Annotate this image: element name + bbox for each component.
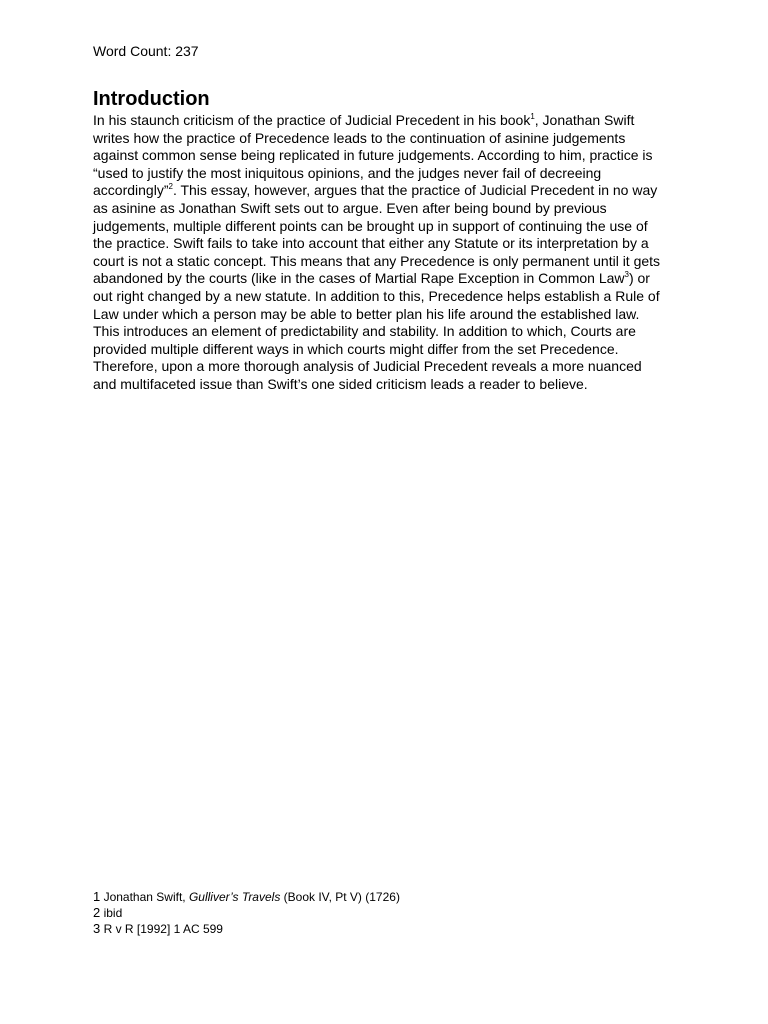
paragraph-line (93, 235, 683, 253)
line-text-continued: ) or (628, 270, 650, 287)
paragraph-line (93, 358, 683, 376)
introduction-paragraph (93, 112, 683, 394)
footnote-reference: 2 (168, 182, 173, 192)
line-text-continued: , Jonathan Swift (534, 112, 635, 128)
line-text-continued: . This essay, however, argues that the practice of Judicial Precedent in no way (172, 182, 658, 199)
line-text: This introduces an element of predictability and stability. In addition to which, Courts are (93, 323, 636, 340)
footnote-number: 3 (93, 921, 101, 936)
paragraph-line (93, 165, 683, 183)
line-text: the practice. Swift fails to take into account that either any Statute or its interpretation by a (93, 235, 649, 252)
footnote-1 (93, 889, 683, 905)
footnote-title: Gulliver’s Travels (188, 890, 281, 904)
line-text: out right changed by a new statute. In addition to this, Precedence helps establish a Rule of (93, 287, 660, 304)
footnote-text: R v R [1992] 1 AC 599 (103, 922, 223, 936)
footnote-text: Jonathan Swift, (103, 890, 189, 904)
paragraph-line (93, 341, 683, 359)
line-text: abandoned by the courts (like in the cases of Martial Rape Exception in Common Law (93, 270, 625, 287)
line-text: provided multiple different ways in which courts might differ from the set Precedence. (93, 340, 619, 357)
line-text: court is not a static concept. This means that any Precedence is only permanent until it gets (93, 252, 661, 269)
line-text: accordingly” (93, 182, 169, 199)
line-text: Therefore, upon a more thorough analysis of Judicial Precedent reveals a more nuanced (93, 358, 642, 375)
paragraph-line (93, 218, 683, 236)
line-text: as asinine as Jonathan Swift sets out to argue. Even after being bound by previous (93, 199, 607, 216)
line-text: against common sense being replicated in future judgements. According to him, practice is (93, 147, 653, 164)
paragraph-line (93, 253, 683, 271)
footnote-number: 1 (93, 889, 101, 904)
paragraph-line (93, 200, 683, 218)
line-text: judgements, multiple different points can be brought up in support of continuing the use of (93, 217, 648, 234)
footnote-text-continued: (Book IV, Pt V) (1726) (280, 890, 400, 904)
section-heading: Introduction (93, 88, 210, 110)
footnote-reference: 1 (530, 112, 535, 121)
word-count: Word Count: 237 (93, 43, 199, 59)
line-text: Law under which a person may be able to better plan his life around the established law. (93, 305, 640, 322)
paragraph-line (93, 306, 683, 324)
line-text: writes how the practice of Precedence leads to the continuation of asinine judgements (93, 129, 626, 146)
paragraph-line (93, 112, 683, 130)
paragraph-line (93, 376, 683, 394)
line-text: In his staunch criticism of the practice of Judicial Precedent in his book (93, 112, 531, 128)
paragraph-line (93, 270, 683, 288)
paragraph-line (93, 323, 683, 341)
footnote-reference: 3 (624, 270, 629, 280)
footnote-3 (93, 921, 683, 937)
paragraph-line (93, 288, 683, 306)
footnote-number: 2 (93, 905, 101, 920)
footnote-text: ibid (103, 906, 123, 920)
paragraph-line (93, 182, 683, 200)
line-text: “used to justify the most iniquitous opinions, and the judges never fail of decreeing (93, 164, 602, 181)
paragraph-line (93, 130, 683, 148)
footnote-2 (93, 905, 683, 921)
line-text: and multifaceted issue than Swift’s one sided criticism leads a reader to believe. (93, 375, 588, 392)
paragraph-line (93, 147, 683, 165)
footnotes (93, 889, 683, 937)
